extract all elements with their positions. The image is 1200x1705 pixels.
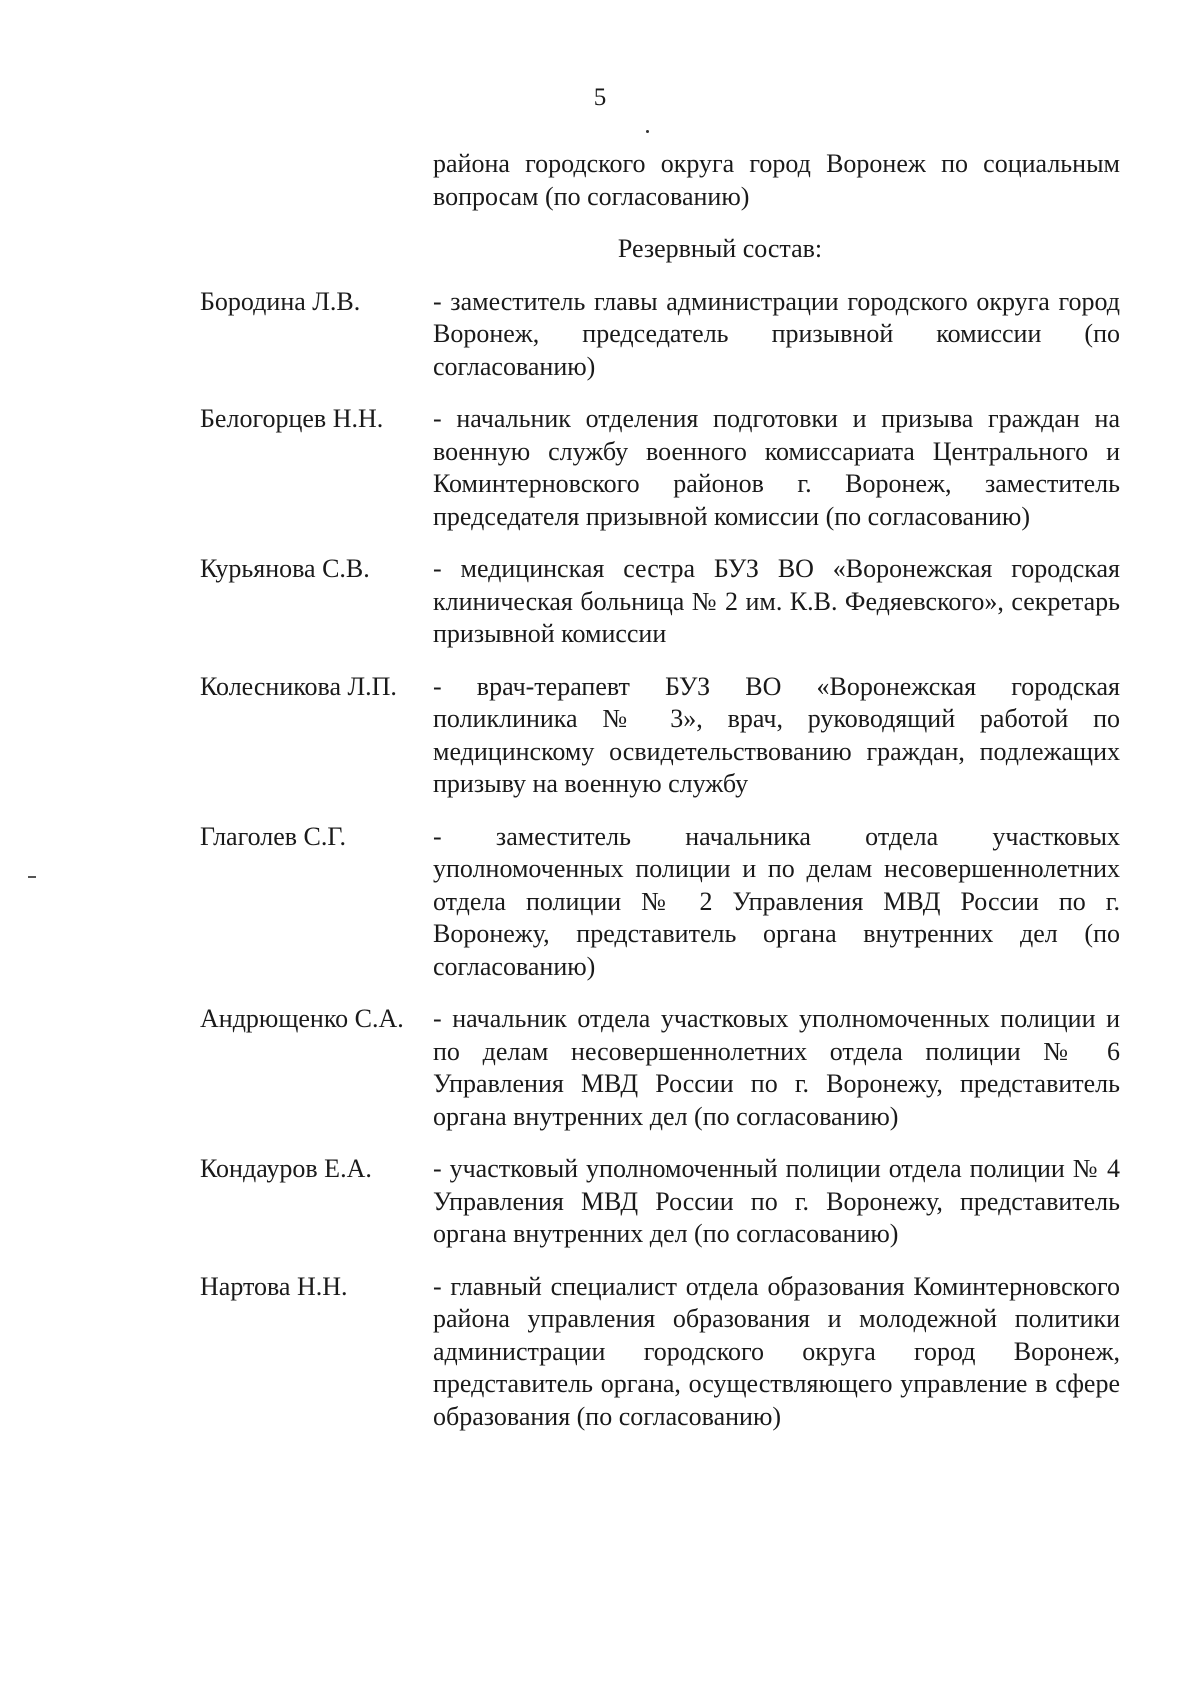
member-row [200,286,1120,384]
member-row [200,821,1120,984]
intro-continuation: района городского округа город Воронеж по социальным вопросам (по согласованию) [433,149,1120,211]
member-name: Белогорцев Н.Н. [200,404,384,433]
scan-speck [646,130,649,133]
member-description: - участковый уполномоченный полиции отдела полиции № 4 Управления МВД России по г. Воронежу, представитель органа внутренних дел (по согласованию) [433,1154,1120,1248]
member-name: Курьянова С.В. [200,554,370,583]
member-description: - главный специалист отдела образования Коминтерновского района управления образования и молодежной политики администрации городского округа город Воронеж, представитель органа, осуществляющего управление в сфере образования (по согласованию) [433,1271,1120,1431]
document-body [200,148,1120,1453]
member-name: Колесникова Л.П. [200,671,397,701]
member-description: - заместитель главы администрации городского округа город Воронеж, председатель призывной комиссии (по согласованию) [433,286,1120,381]
page-number: 5 [593,84,607,111]
member-name: Кондауров Е.А. [200,1154,372,1183]
member-row [200,553,1120,651]
member-name: Глаголев С.Г. [200,821,346,851]
member-row [200,1271,1120,1434]
member-description: - начальник отделения подготовки и призыва граждан на военную службу военного комиссариата Центрального и Коминтерновского районов г. Воронеж, заместитель председателя призывной комиссии (по согласованию) [433,404,1120,531]
member-row [200,403,1120,533]
member-name: Андрющенко С.А. [200,1004,404,1033]
member-name: Бородина Л.В. [200,286,361,316]
margin-mark [28,876,36,878]
member-description: - начальник отдела участковых уполномоченных полиции и по делам несовершеннолетних отдела полиции № 6 Управления МВД России по г. Воронежу, представитель органа внутренних дел (по согласованию) [433,1004,1120,1131]
section-title: Резервный состав: [617,234,823,263]
member-description: - медицинская сестра БУЗ ВО «Воронежская городская клиническая больница № 2 им. К.В. Федяевского», секретарь призывной комиссии [433,554,1120,648]
member-row [200,1153,1120,1251]
member-row [200,1003,1120,1133]
member-name: Нартова Н.Н. [200,1271,348,1301]
member-description: - заместитель начальника отдела участковых уполномоченных полиции и по делам несовершеннолетних отдела полиции № 2 Управления МВД России по г. Воронежу, представитель органа внутренних дел (по согласованию) [433,821,1120,981]
member-description: - врач-терапевт БУЗ ВО «Воронежская городская поликлиника № 3», врач, руководящий работой по медицинскому освидетельствованию граждан, подлежащих призыву на военную службу [433,671,1120,798]
member-row [200,671,1120,801]
